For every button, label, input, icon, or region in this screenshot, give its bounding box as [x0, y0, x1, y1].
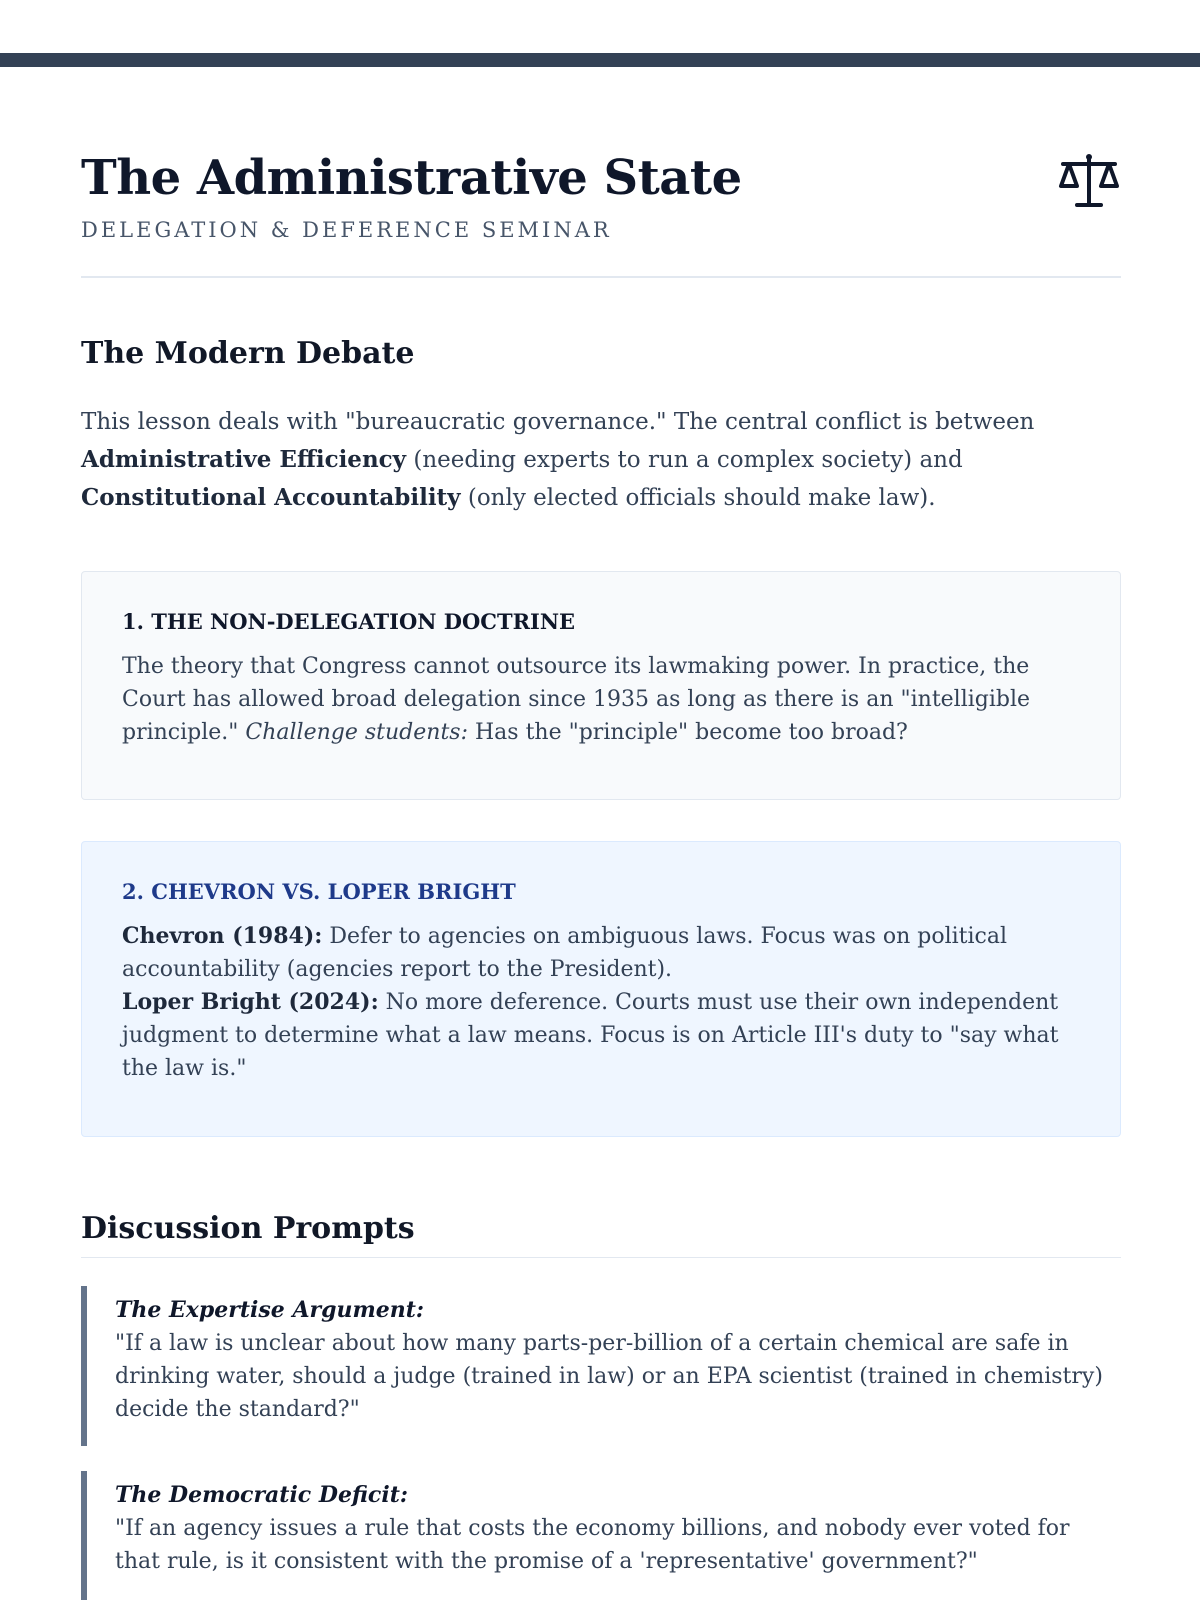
intro-term-accountability: Constitutional Accountability — [81, 484, 461, 511]
intro-term-efficiency: Administrative Efficiency — [81, 446, 407, 473]
intro-paragraph — [81, 403, 1121, 517]
card-case-loper — [122, 986, 1080, 1085]
card-case-chevron — [122, 920, 1080, 986]
card-heading: 1. THE NON-DELEGATION DOCTRINE — [122, 609, 576, 634]
card-non-delegation — [81, 571, 1121, 800]
prompt-text: "If an agency issues a rule that costs the economy billions, and nobody ever voted for that rule, is it consistent with the promise of a 'representative' government?" — [115, 1516, 1070, 1574]
page-title: The Administrative State — [81, 150, 742, 206]
prompt-title: The Expertise Argument: — [115, 1297, 425, 1323]
intro-text-before: This lesson deals with "bureaucratic governance." The central conflict is between — [81, 409, 1035, 435]
card-text: The theory that Congress cannot outsource its lawmaking power. In practice, the Court has allowed broad delegation since 1935 as long as there is an "intelligible principle." — [122, 654, 1031, 745]
card-chevron-loper — [81, 841, 1121, 1137]
case-text-chevron: Defer to agencies on ambiguous laws. Focus was on political accountability (agencies report to the President). — [122, 924, 1008, 982]
intro-text-middle: (needing experts to run a complex society) and — [406, 447, 963, 473]
scales-of-justice-icon — [1057, 152, 1121, 212]
case-label-chevron: Chevron (1984): — [122, 923, 323, 949]
section-heading-modern-debate: The Modern Debate — [81, 336, 415, 371]
card-text-after: Has the "principle" become too broad? — [468, 720, 908, 745]
card-heading: 2. CHEVRON VS. LOPER BRIGHT — [122, 879, 516, 904]
page-header — [81, 146, 1121, 278]
prompt-democratic-deficit — [81, 1471, 1121, 1600]
page-subtitle: DELEGATION & DEFERENCE SEMINAR — [81, 218, 612, 242]
prompt-expertise — [81, 1286, 1121, 1446]
case-text-loper: No more deference. Courts must use their own independent judgment to determine what a law means. Focus is on Article III's duty to "say what the law is." — [122, 990, 1059, 1081]
card-body — [122, 650, 1080, 749]
case-label-loper: Loper Bright (2024): — [122, 989, 379, 1015]
top-accent-bar — [0, 53, 1200, 67]
card-emphasis: Challenge students: — [245, 720, 468, 745]
intro-text-after: (only elected officials should make law). — [460, 485, 936, 511]
prompt-text: "If a law is unclear about how many parts-per-billion of a certain chemical are safe in drinking water, should a judge (trained in law) or an EPA scientist (trained in chemistry) decide the standard?" — [115, 1331, 1103, 1422]
section-divider — [81, 1257, 1121, 1258]
section-heading-discussion-prompts: Discussion Prompts — [81, 1211, 415, 1246]
prompt-title: The Democratic Deficit: — [115, 1482, 408, 1508]
